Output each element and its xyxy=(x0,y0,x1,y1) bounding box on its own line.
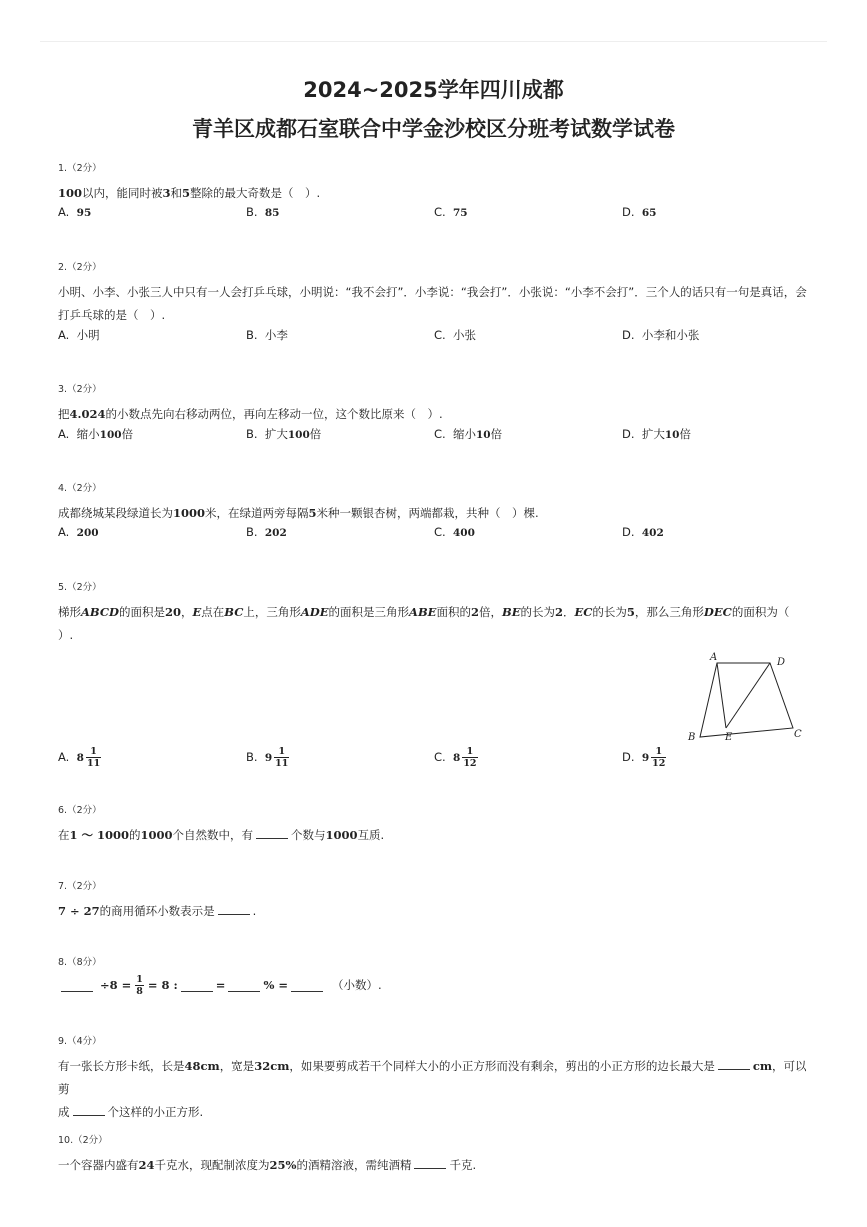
option-a[interactable]: A. 缩小100倍 xyxy=(58,427,134,441)
option-b[interactable]: B. 9 $\frac{1}{11}$ xyxy=(246,746,289,769)
question-9 xyxy=(58,1033,808,1124)
question-5-options xyxy=(58,746,808,772)
vertex-label-b: B xyxy=(688,732,696,743)
answer-blank[interactable] xyxy=(218,902,250,915)
answer-blank[interactable] xyxy=(181,979,213,992)
question-8 xyxy=(58,954,808,997)
question-header: 10.（2分） xyxy=(58,1135,108,1146)
answer-options xyxy=(58,746,808,772)
question-5 xyxy=(58,579,808,647)
answer-options xyxy=(58,205,808,227)
answer-options xyxy=(58,327,808,349)
page-title-line-1: 2024~2025学年四川成都 xyxy=(303,78,564,102)
answer-blank[interactable] xyxy=(228,979,260,992)
question-header: 5.（2分） xyxy=(58,582,102,593)
question-3 xyxy=(58,381,808,448)
vertex-label-e: E xyxy=(725,732,733,743)
option-b[interactable]: B. 85 xyxy=(246,205,280,219)
question-text: 100以内，能同时被3和5整除的最大奇数是（ ）. xyxy=(58,186,321,200)
question-header: 7.（2分） xyxy=(58,881,102,892)
question-4 xyxy=(58,480,808,547)
question-text: 在1 ～ 1000的1000个自然数中，有 个数与1000互质. xyxy=(58,828,385,842)
answer-options xyxy=(58,525,808,547)
fraction-one-eighth: $\frac{1}{8}$ xyxy=(136,974,143,997)
question-header: 6.（2分） xyxy=(58,805,102,816)
question-text: 有一张长方形卡纸，长是48cm，宽是32cm，如果要剪成若干个同样大小的小正方形而没有剩余，剪出的小正方形的边长最大是 cm，可以剪 成 个这样的小正方形. xyxy=(58,1059,807,1119)
answer-blank[interactable] xyxy=(414,1156,446,1169)
option-a[interactable]: A. 95 xyxy=(58,205,92,219)
question-7 xyxy=(58,878,808,923)
question-header: 8.（8分） xyxy=(58,957,102,968)
answer-blank[interactable] xyxy=(256,826,288,839)
question-header: 3.（2分） xyxy=(58,384,102,395)
option-a[interactable]: A. 200 xyxy=(58,525,99,539)
option-b[interactable]: B. 扩大100倍 xyxy=(246,427,322,441)
option-d[interactable]: D. 小李和小张 xyxy=(622,328,700,342)
question-header: 2.（2分） xyxy=(58,262,102,273)
option-c[interactable]: C. 400 xyxy=(434,525,475,539)
option-d[interactable]: D. 65 xyxy=(622,205,657,219)
answer-blank[interactable] xyxy=(73,1103,105,1116)
question-header: 1.（2分） xyxy=(58,163,102,174)
question-6 xyxy=(58,802,808,847)
answer-blank[interactable] xyxy=(718,1057,750,1070)
question-text: 小明、小李、小张三人中只有一人会打乒乓球，小明说：“我不会打”．小李说：“我会打”．小张说：“小李不会打”．三个人的话只有一句是真话，会打乒乓球的是（ ）. xyxy=(58,285,807,322)
answer-blank[interactable] xyxy=(291,979,323,992)
option-c[interactable]: C. 8 $\frac{1}{12}$ xyxy=(434,746,477,769)
question-text: 把4.024的小数点先向右移动两位，再向左移动一位，这个数比原来（ ）. xyxy=(58,407,443,421)
question-10 xyxy=(58,1132,808,1177)
question-text: 梯形ABCD的面积是20，E点在BC上，三角形ADE的面积是三角形ABE面积的2倍，BE的长为2．EC的长为5，那么三角形DEC的面积为（ ）. xyxy=(58,605,790,642)
vertex-label-d: D xyxy=(777,657,786,668)
option-d[interactable]: D. 扩大10倍 xyxy=(622,427,691,441)
option-a[interactable]: A. 8 $\frac{1}{11}$ xyxy=(58,746,101,769)
vertex-label-a: A xyxy=(710,652,718,663)
question-1 xyxy=(58,160,808,227)
question-header: 9.（4分） xyxy=(58,1036,102,1047)
option-b[interactable]: B. 小李 xyxy=(246,328,288,342)
option-c[interactable]: C. 小张 xyxy=(434,328,476,342)
trapezoid-figure xyxy=(682,648,808,744)
question-text: 7 ÷ 27的商用循环小数表示是 . xyxy=(58,904,257,918)
question-header: 4.（2分） xyxy=(58,483,102,494)
page-top-rule xyxy=(40,41,827,42)
option-d[interactable]: D. 402 xyxy=(622,525,664,539)
question-2 xyxy=(58,259,808,349)
vertex-label-c: C xyxy=(794,729,802,740)
question-text: 一个容器内盛有24千克水，现配制浓度为25%的酒精溶液，需纯酒精 千克. xyxy=(58,1158,477,1172)
option-d[interactable]: D. 9 $\frac{1}{12}$ xyxy=(622,746,666,769)
option-c[interactable]: C. 缩小10倍 xyxy=(434,427,503,441)
option-a[interactable]: A. 小明 xyxy=(58,328,100,342)
question-text: 成都绕城某段绿道长为1000米，在绿道两旁每隔5米种一颗银杏树，两端都栽，共种（ ）棵. xyxy=(58,506,539,520)
option-c[interactable]: C. 75 xyxy=(434,205,468,219)
question-text: ÷8 = $\frac{1}{8}$ = 8 : = % = （小数）. xyxy=(58,974,808,997)
option-b[interactable]: B. 202 xyxy=(246,525,287,539)
answer-blank[interactable] xyxy=(61,979,93,992)
page-title-line-2: 青羊区成都石室联合中学金沙校区分班考试数学试卷 xyxy=(192,117,675,141)
answer-options xyxy=(58,426,808,448)
